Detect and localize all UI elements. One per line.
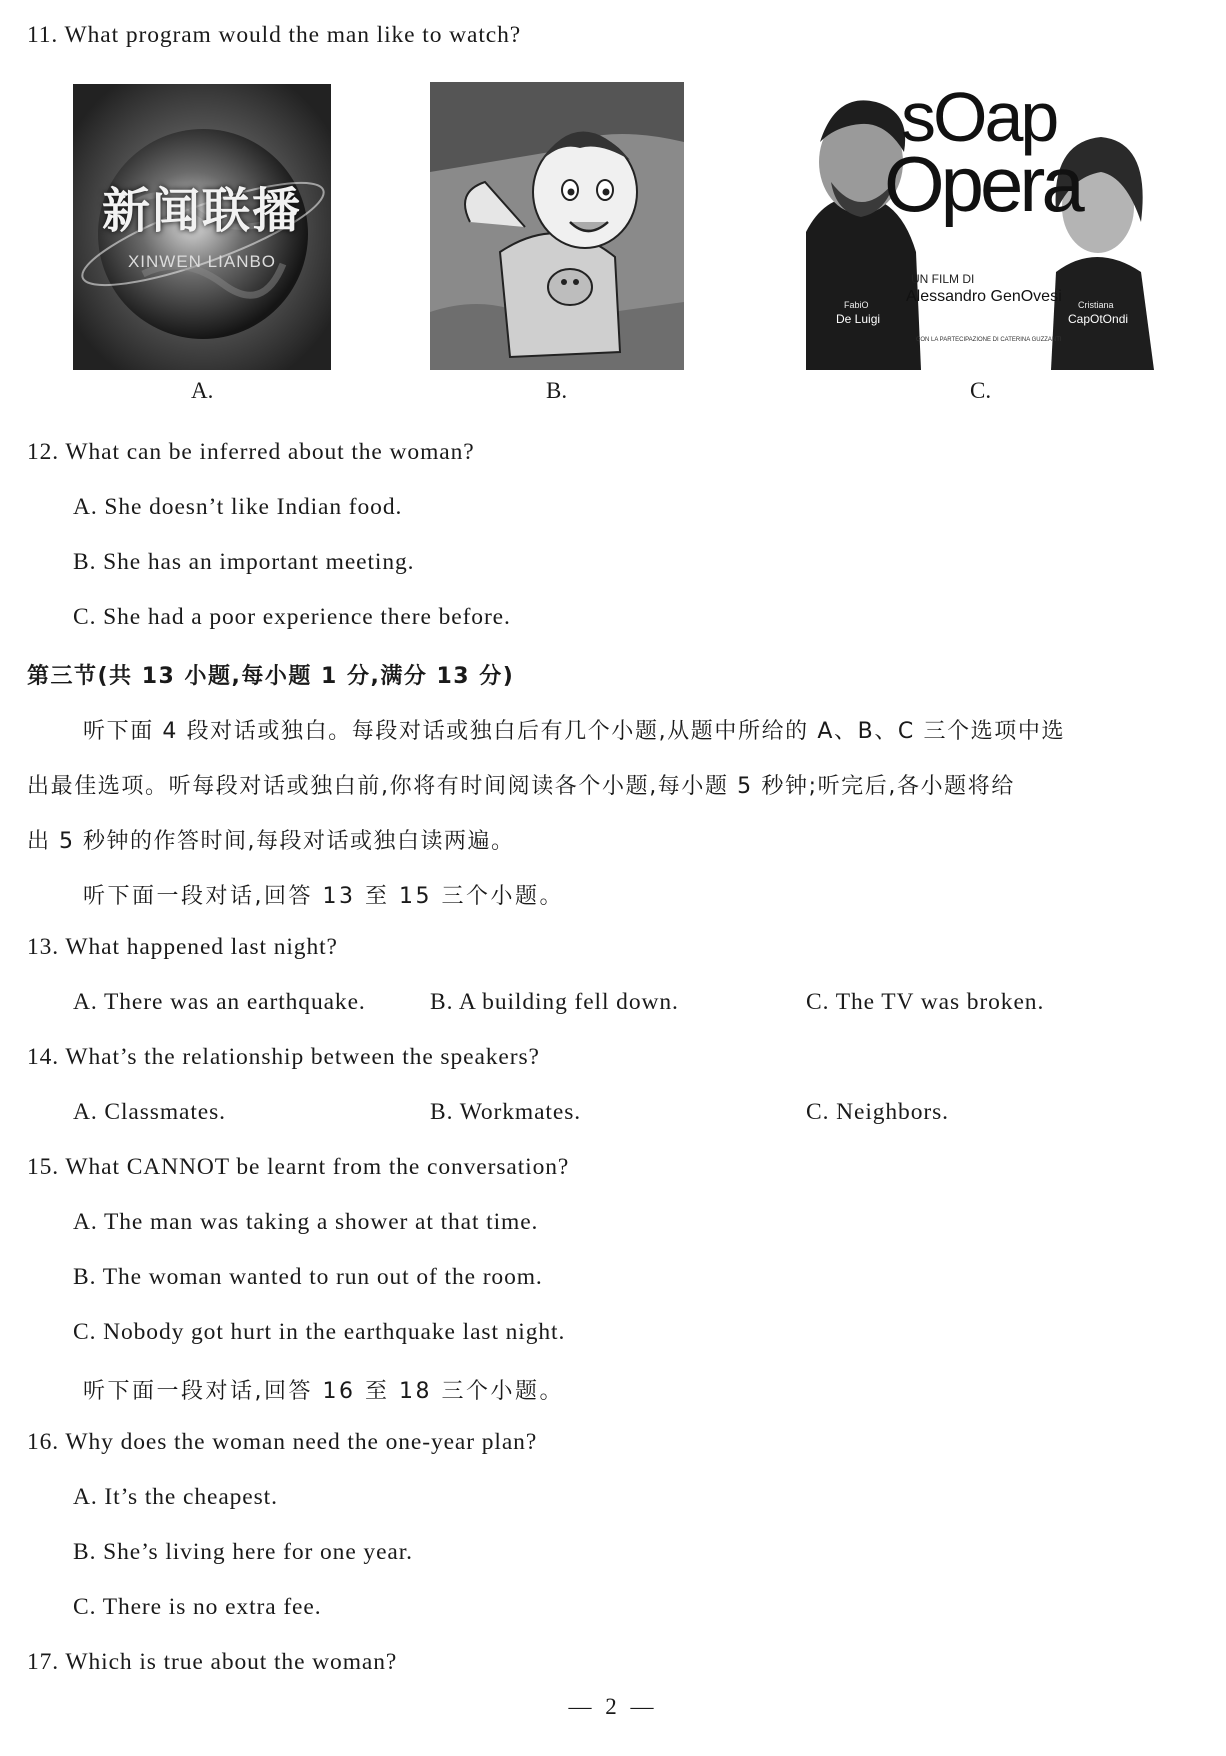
poster-title-line2: Opera bbox=[884, 140, 1081, 228]
q15-option-a: A. The man was taking a shower at that time. bbox=[73, 1209, 539, 1235]
dialog-note-1: 听下面一段对话,回答 13 至 15 三个小题。 bbox=[83, 884, 564, 909]
dialog-note-2: 听下面一段对话,回答 16 至 18 三个小题。 bbox=[83, 1379, 564, 1404]
news-program-image bbox=[73, 84, 331, 370]
news-program-pinyin: XINWEN LIANBO bbox=[127, 252, 277, 271]
news-program-title: 新闻联播 bbox=[101, 183, 302, 239]
poster-director: Alessandro GenOvesi bbox=[906, 288, 1062, 305]
poster-title-line1: sOap bbox=[901, 82, 1057, 156]
q14-option-b: B. Workmates. bbox=[430, 1099, 582, 1125]
q12-option-a: A. She doesn’t like Indian food. bbox=[73, 494, 403, 520]
q16-option-b: B. She’s living here for one year. bbox=[73, 1539, 413, 1565]
poster-actor2-first: Cristiana bbox=[1078, 300, 1114, 310]
page-number: — 2 — bbox=[568, 1694, 658, 1719]
question-11: 11. What program would the man like to watch? bbox=[27, 22, 522, 48]
poster-actor1-first: FabiO bbox=[844, 300, 869, 310]
q13-option-b: B. A building fell down. bbox=[430, 989, 679, 1015]
q16-option-a: A. It’s the cheapest. bbox=[73, 1484, 278, 1510]
question-14: 14. What’s the relationship between the speakers? bbox=[27, 1044, 540, 1070]
section-heading: 第三节(共 13 小题,每小题 1 分,满分 13 分) bbox=[27, 664, 515, 689]
soap-opera-poster bbox=[806, 82, 1154, 370]
option-label-b: B. bbox=[546, 378, 568, 403]
question-16: 16. Why does the woman need the one-year plan? bbox=[27, 1429, 538, 1455]
q12-option-b: B. She has an important meeting. bbox=[73, 549, 415, 575]
poster-film-by: UN FILM DI bbox=[911, 272, 975, 286]
section-instruction-2: 出最佳选项。听每段对话或独白前,你将有时间阅读各个小题,每小题 5 秒钟;听完后,各小题将给 bbox=[27, 774, 1015, 799]
cartoon-image bbox=[430, 82, 684, 370]
q12-option-c: C. She had a poor experience there before. bbox=[73, 604, 511, 630]
q15-option-c: C. Nobody got hurt in the earthquake last night. bbox=[73, 1319, 566, 1345]
q14-option-c: C. Neighbors. bbox=[806, 1099, 949, 1125]
option-label-a: A. bbox=[191, 378, 214, 403]
cartoon-character-icon bbox=[430, 82, 684, 370]
option-label-c: C. bbox=[970, 378, 992, 403]
question-15: 15. What CANNOT be learnt from the conversation? bbox=[27, 1154, 570, 1180]
q13-option-c: C. The TV was broken. bbox=[806, 989, 1045, 1015]
question-13: 13. What happened last night? bbox=[27, 934, 338, 960]
question-17: 17. Which is true about the woman? bbox=[27, 1649, 398, 1675]
q14-option-a: A. Classmates. bbox=[73, 1099, 226, 1125]
poster-actor2-last: CapOtOndi bbox=[1068, 312, 1129, 326]
section-instruction-1: 听下面 4 段对话或独白。每段对话或独白后有几个小题,从题中所给的 A、B、C 三个选项中选 bbox=[83, 719, 1066, 744]
poster-actor1-last: De Luigi bbox=[836, 312, 881, 326]
q15-option-b: B. The woman wanted to run out of the room. bbox=[73, 1264, 543, 1290]
poster-credit: CON LA PARTECIPAZIONE DI CATERINA GUZZANTI bbox=[916, 337, 1062, 343]
q13-option-a: A. There was an earthquake. bbox=[73, 989, 366, 1015]
q16-option-c: C. There is no extra fee. bbox=[73, 1594, 322, 1620]
section-instruction-3: 出 5 秒钟的作答时间,每段对话或独白读两遍。 bbox=[27, 829, 515, 854]
question-12: 12. What can be inferred about the woman? bbox=[27, 439, 475, 465]
